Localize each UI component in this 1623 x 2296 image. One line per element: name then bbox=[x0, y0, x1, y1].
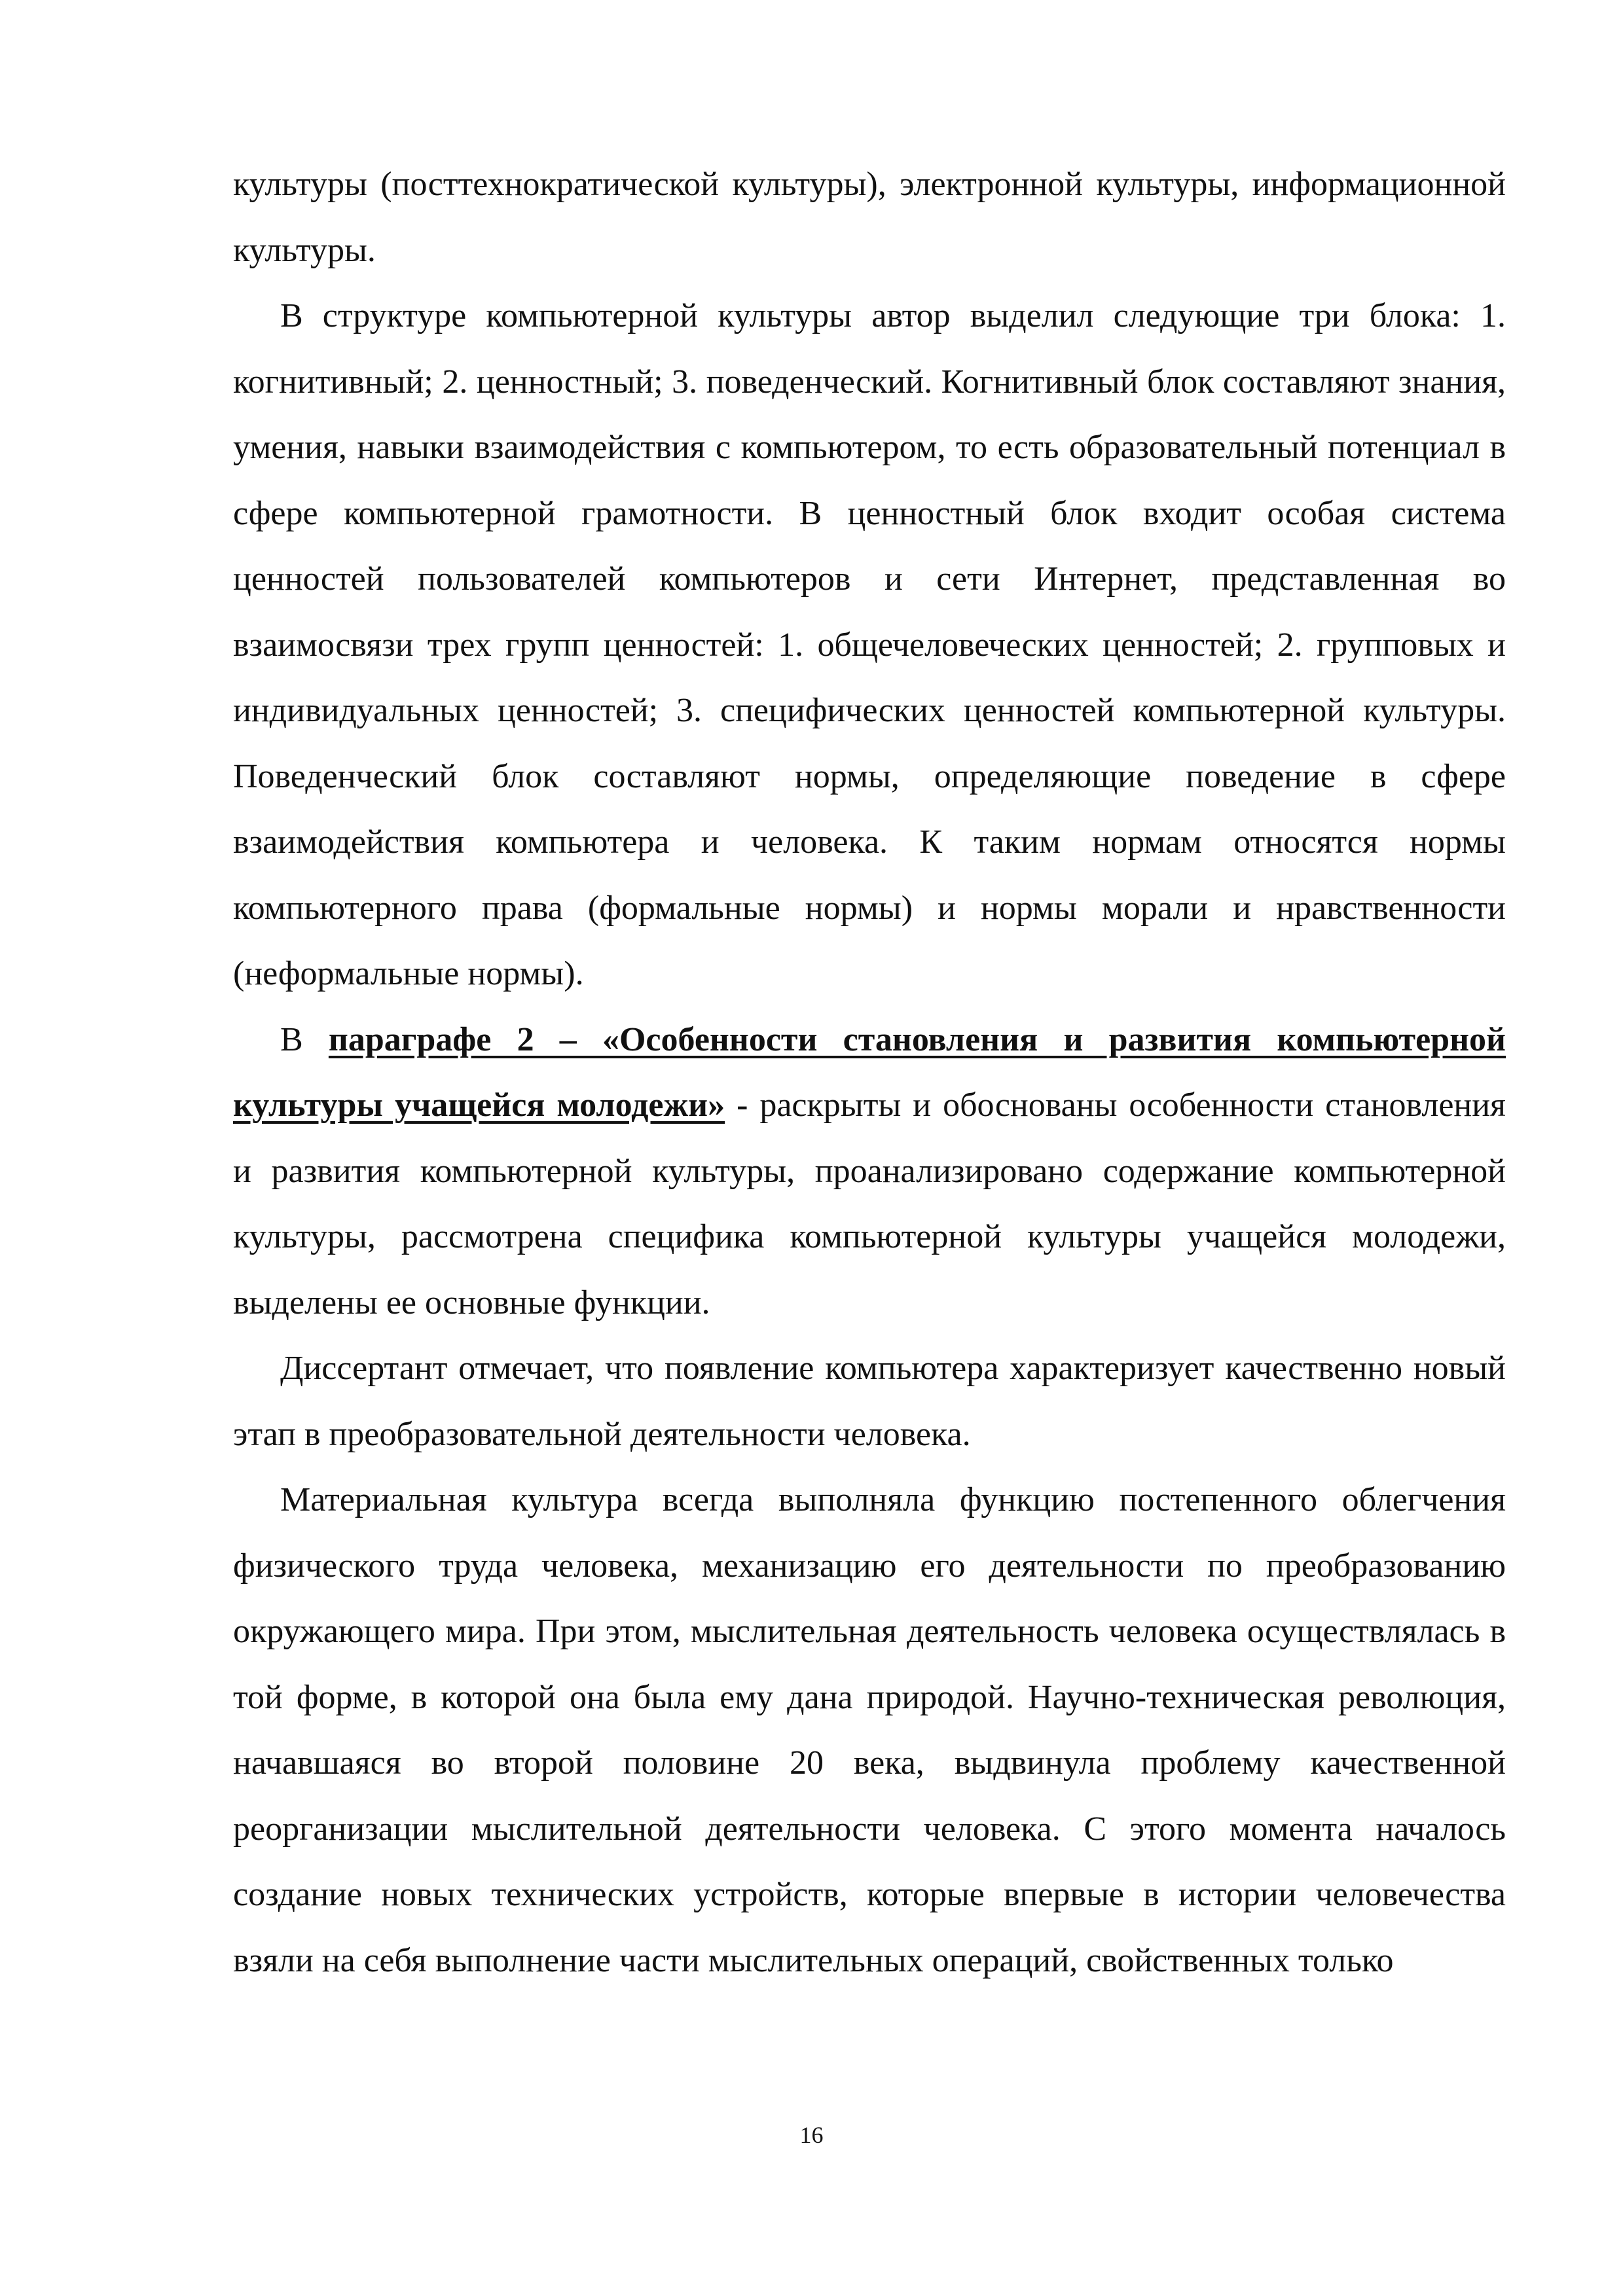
paragraph-2: В структуре компьютерной культуры автор выделил следующие три блока: 1. когнитивный; 2. ценностный; 3. поведенческий. Когнитивный блок составляют знания, умения, навыки взаимодействия с компьютером, то есть образовательный потенциал в сфере компьютерной грамотности. В ценностный блок входит особая система ценностей пользователей компьютеров и сети Интернет, представленная во взаимосвязи трех групп ценностей: 1. общечеловеческих ценностей; 2. групповых и индивидуальных ценностей; 3. специфических ценностей компьютерной культуры. Поведенческий блок составляют нормы, определяющие поведение в сфере взаимодействия компьютера и человека. К таким нормам относятся нормы компьютерного права (формальные нормы) и нормы морали и нравственности (неформальные нормы). bbox=[233, 297, 1506, 992]
section-heading-reference: параграфе 2 – «Особенности становления и развития компьютерной культуры учащейся молодежи» bbox=[233, 1020, 1506, 1124]
heading-dash: - bbox=[725, 1086, 760, 1124]
paragraph-3-text: раскрыты и обоснованы особенности становления и развития компьютерной культуры, проанализировано содержание компьютерной культуры, рассмотрена специфика компьютерной культуры учащейся молодежи, выделены ее основные функции. bbox=[233, 1086, 1506, 1321]
body-text bbox=[233, 152, 1506, 1994]
paragraph-3-lead: В bbox=[280, 1020, 329, 1058]
paragraph-5: Материальная культура всегда выполняла функцию постепенного облегчения физического труда человека, механизацию его деятельности по преобразованию окружающего мира. При этом, мыслительная деятельность человека осуществлялась в той форме, в которой она была ему дана природой. Научно-техническая революция, начавшаяся во второй половине 20 века, выдвинула проблему качественной реорганизации мыслительной деятельности человека. С этого момента началось создание новых технических устройств, которые впервые в истории человечества взяли на себя выполнение части мыслительных операций, свойственных только bbox=[233, 1481, 1506, 1979]
page-number: 16 bbox=[799, 2122, 824, 2148]
paragraph-1: культуры (посттехнократической культуры), электронной культуры, информационной культуры. bbox=[233, 166, 1506, 269]
paragraph-3 bbox=[233, 1007, 1506, 1336]
paragraph-4: Диссертант отмечает, что появление компьютера характеризует качественно новый этап в преобразовательной деятельности человека. bbox=[233, 1350, 1506, 1453]
